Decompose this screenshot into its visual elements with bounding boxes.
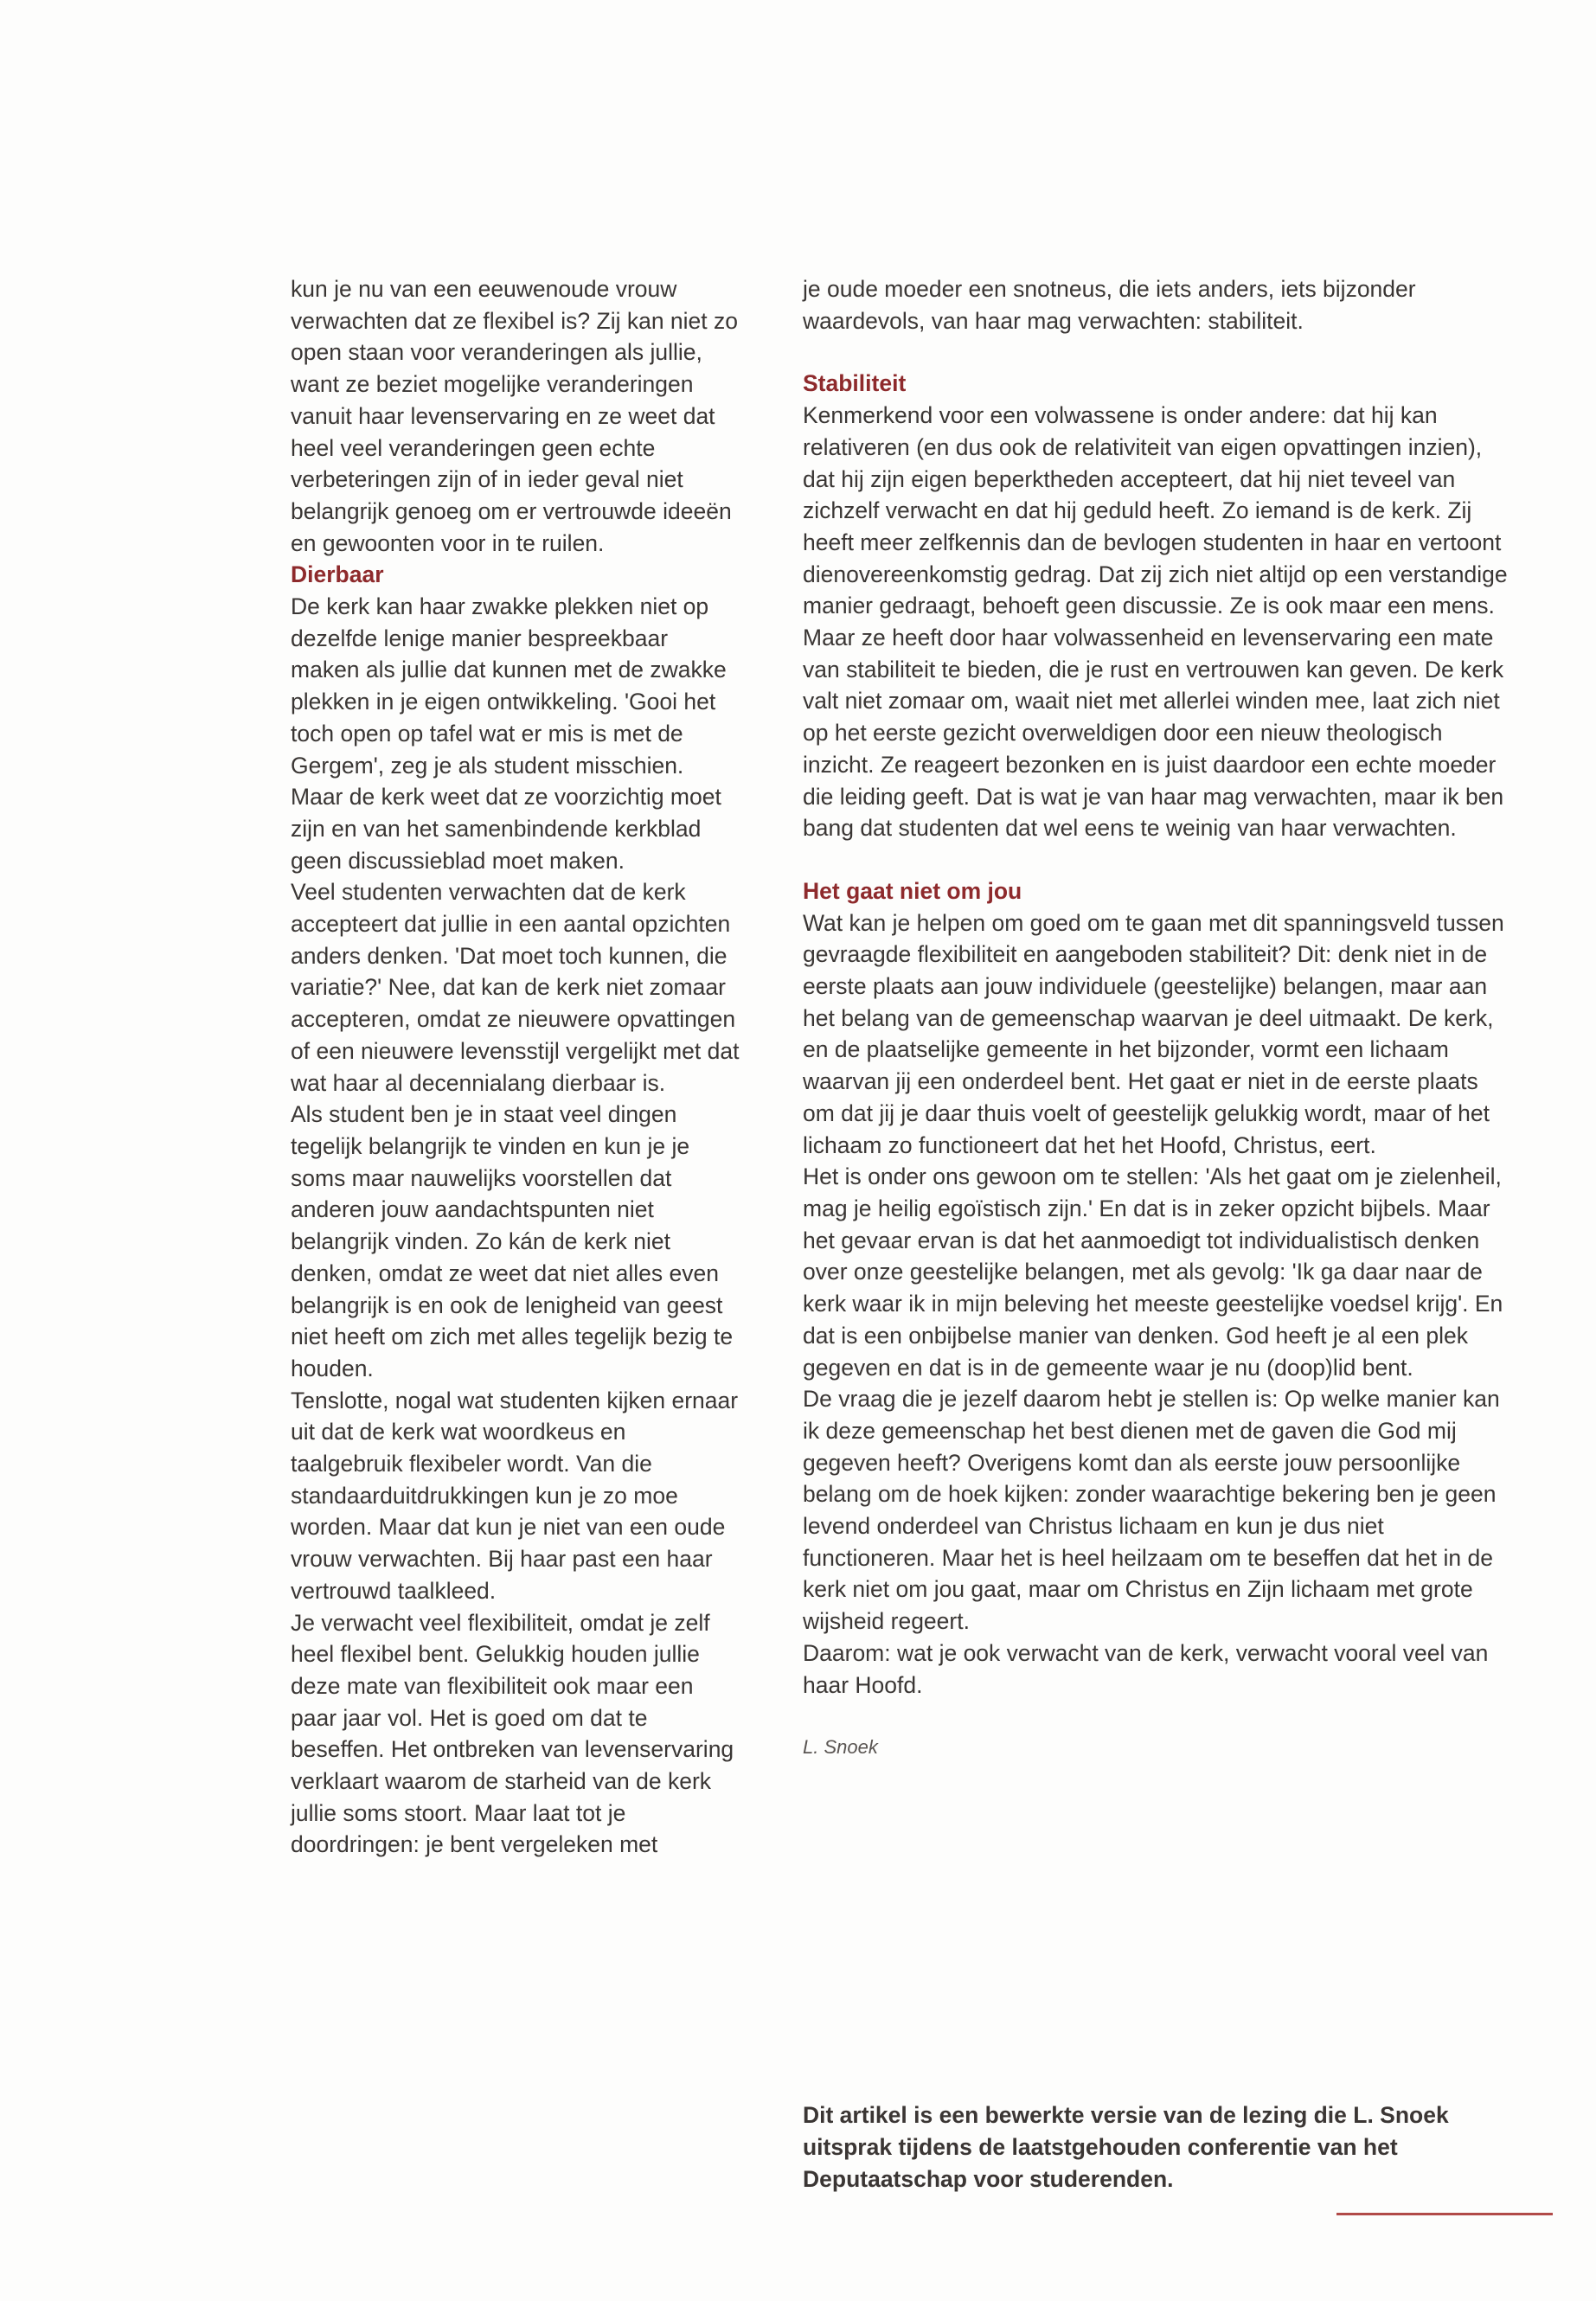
author-signature: L. Snoek [803,1736,878,1759]
heading-het-gaat-niet-om-jou: Het gaat niet om jou [803,877,1022,904]
article-footnote: Dit artikel is een bewerkte versie van de lezing die L. Snoek uitsprak tijdens de laatstgehouden conferentie van het Deputaatschap voor studerenden. [803,2101,1449,2192]
decorative-rule [1336,2213,1553,2215]
heading-stabiliteit: Stabiliteit [803,370,907,397]
stabiliteit-paragraph: Kenmerkend voor een volwassene is onder andere: dat hij kan relativeren (en dus ook de relativiteit van eigen opvattingen inzien), dat hij zijn eigen beperktheden accepteert, dat hij niet teveel van zichzelf verwacht en dat hij geduld heeft. Zo iemand is de kerk. Zij heeft meer zelfkennis dan de bevlogen studenten in haar en vertoont dienovereenkomstig gedrag. Dat zij zich niet altijd op een verstandige manier gedraagt, behoeft geen discussie. Ze is ook maar een mens. Maar ze heeft door haar volwassenheid en levenservaring een mate van stabiliteit te bieden, die je rust en vertrouwen kan geven. De kerk valt niet zomaar om, waait niet met allerlei winden mee, laat zich niet op het eerste gezicht overweldigen door een nieuw theologisch inzicht. Ze reageert bezonken en is juist daardoor een echte moeder die leiding geeft. Dat is wat je van haar mag verwachten, maar ik ben bang dat studenten dat wel eens te weinig van haar verwachten. [803,402,1508,842]
left-column [291,273,742,1861]
spacer [803,844,1508,875]
jou-paragraph-1: Wat kan je helpen om goed om te gaan met dit spanningsveld tussen gevraagde flexibiliteit en aangeboden stabiliteit? Dit: denk niet in de eerste plaats aan jouw individuele (geestelijke) belangen, maar aan het belang van de gemeenschap waarvan je deel uitmaakt. De kerk, en de plaatselijke gemeente in het bijzonder, vormt een lichaam waarvan jij een onderdeel bent. Het gaat er niet in de eerste plaats om dat jij je daar thuis voelt of geestelijk gelukkig wordt, maar of het lichaam zo functioneert dat het het Hoofd, Christus, eert. [803,909,1504,1158]
spacer [803,336,1508,368]
dierbaar-paragraph-1: De kerk kan haar zwakke plekken niet op dezelfde lenige manier bespreekbaar maken als jullie dat kunnen met de zwakke plekken in je eigen ontwikkeling. 'Gooi het toch open op tafel wat er mis is met de Gergem', zeg je als student misschien. Maar de kerk weet dat ze voorzichtig moet zijn en van het samenbindende kerkblad geen discussieblad moet maken. [291,593,727,874]
dierbaar-paragraph-2: Veel studenten verwachten dat de kerk accepteert dat jullie in een aantal opzichten anders denken. 'Dat moet toch kunnen, die variatie?' Nee, dat kan de kerk niet zomaar accepteren, omdat ze nieuwere opvattingen of een nieuwere levensstijl vergelijkt met dat wat haar al decennialang dierbaar is. [291,879,740,1096]
left-intro-paragraph: kun je nu van een eeuwenoude vrouw verwachten dat ze flexibel is? Zij kan niet zo open staan voor veranderingen als jullie, want ze beziet mogelijke veranderingen vanuit haar levenservaring en ze weet dat heel veel veranderingen geen echte verbeteringen zijn of in ieder geval niet belangrijk genoeg om er vertrouwde ideeën en gewoonten voor in te ruilen. [291,276,739,556]
dierbaar-paragraph-3: Als student ben je in staat veel dingen tegelijk belangrijk te vinden en kun je je soms maar nauwelijks voorstellen dat anderen jouw aandachtspunten niet belangrijk vinden. Zo kán de kerk niet denken, omdat ze weet dat niet alles even belangrijk is en ook de lenigheid van geest niet heeft om zich met alles tegelijk bezig te houden. [291,1101,734,1381]
jou-paragraph-3: De vraag die je jezelf daarom hebt je stellen is: Op welke manier kan ik deze gemeenschap het best dienen met de gaven die God mij gegeven heeft? Overigens komt dan als eerste jouw persoonlijke belang om de hoek kijken: zonder waarachtige bekering ben je geen levend onderdeel van Christus lichaam en kun je dus niet functioneren. Maar het is heel heilzaam om te beseffen dat het in de kerk niet om jou gaat, maar om Christus en Zijn lichaam met grote wijsheid regeert. [803,1386,1500,1635]
heading-dierbaar: Dierbaar [291,561,384,588]
jou-paragraph-4: Daarom: wat je ook verwacht van de kerk, verwacht vooral veel van haar Hoofd. [803,1639,1489,1698]
dierbaar-paragraph-4: Tenslotte, nogal wat studenten kijken ernaar uit dat de kerk wat woordkeus en taalgebruik flexibeler wordt. Van die standaarduitdrukkingen kun je zo moe worden. Maar dat kun je niet van een oude vrouw verwachten. Bij haar past een haar vertrouwd taalkleed. [291,1387,739,1604]
right-intro-paragraph: je oude moeder een snotneus, die iets anders, iets bijzonder waardevols, van haar mag verwachten: stabiliteit. [803,276,1416,334]
dierbaar-paragraph-5: Je verwacht veel flexibiliteit, omdat je zelf heel flexibel bent. Gelukkig houden jullie deze mate van flexibiliteit ook maar een paar jaar vol. Het is goed om dat te beseffen. Het ontbreken van levenservaring verklaart waarom de starheid van de kerk jullie soms stoort. Maar laat tot je doordringen: je bent vergeleken met [291,1609,734,1858]
right-column [803,273,1508,1764]
jou-paragraph-2: Het is onder ons gewoon om te stellen: 'Als het gaat om je zielenheil, mag je heilig egoïstisch zijn.' En dat is in zeker opzicht bijbels. Maar het gevaar ervan is dat het aanmoedigt tot individualistisch denken over onze geestelijke belangen, met als gevolg: 'Ik ga daar naar de kerk waar ik in mijn beleving het meeste geestelijke voedsel krijg'. En dat is een onbijbelse manier van denken. God heeft je al een plek gegeven en dat is in de gemeente waar je nu (doop)lid bent. [803,1163,1503,1381]
